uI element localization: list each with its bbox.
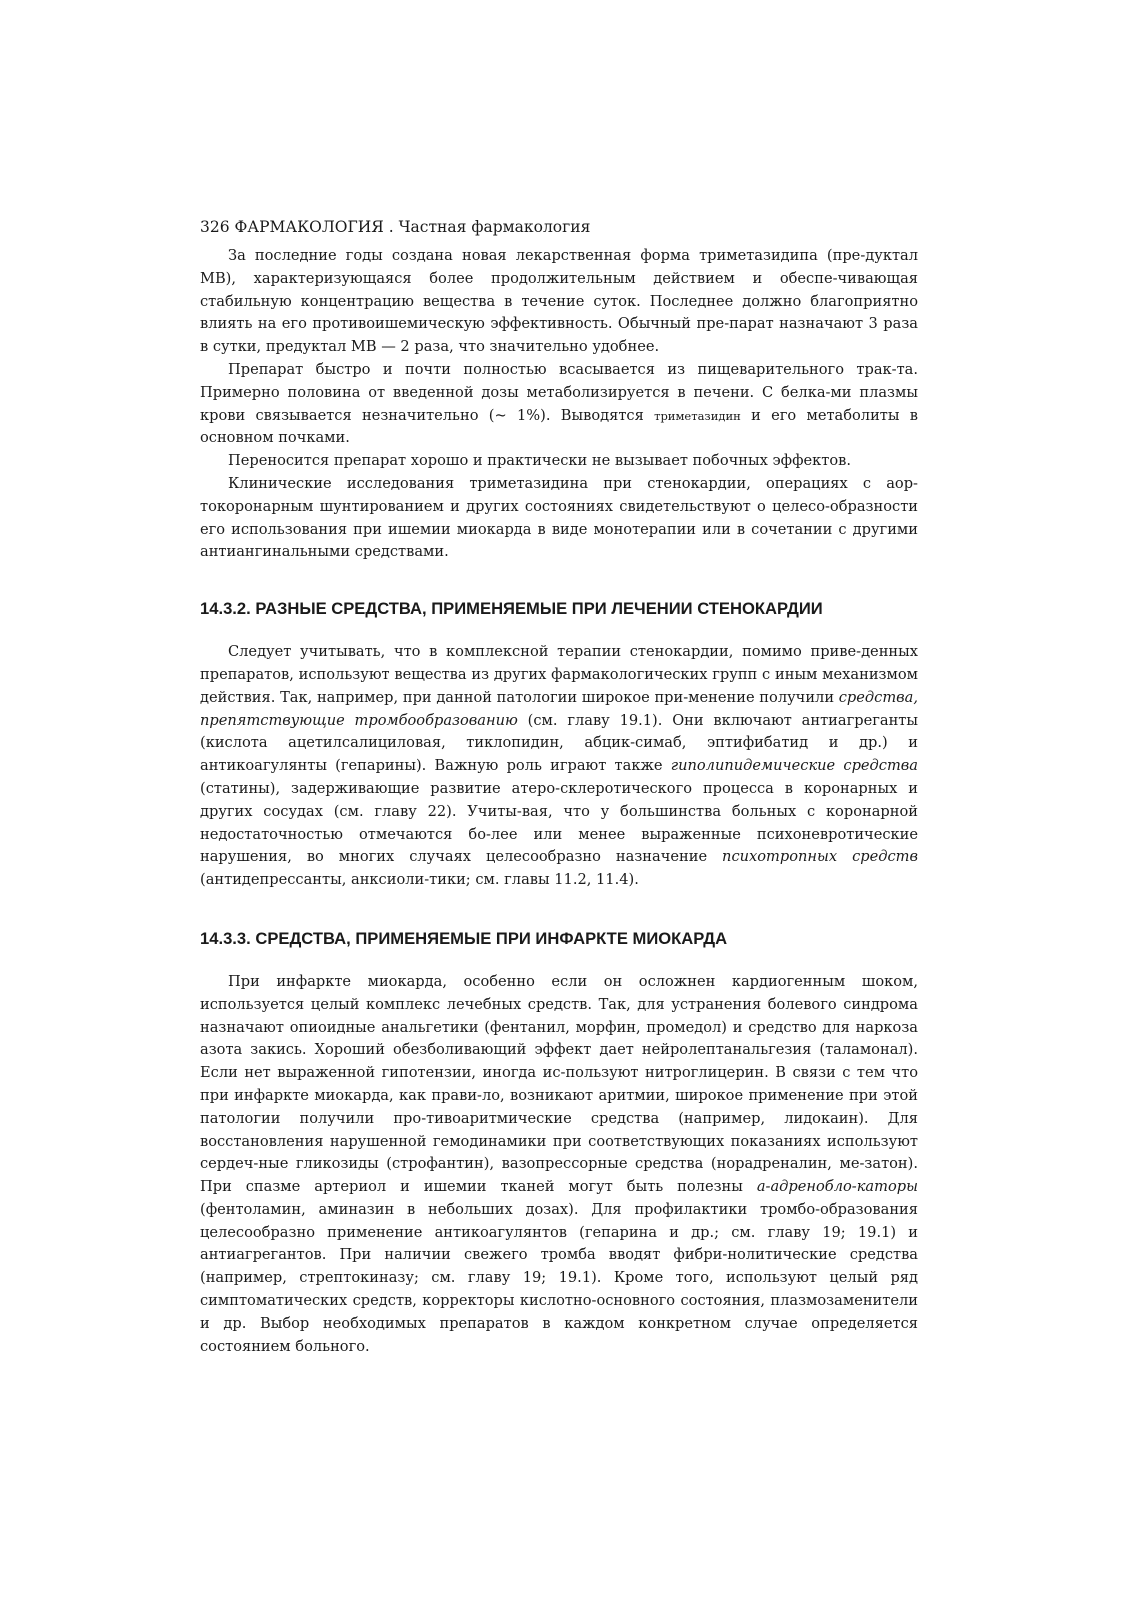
paragraph [200, 971, 918, 1359]
drug-name-small: триметазидин [654, 408, 741, 423]
running-head: 326 ФАРМАКОЛОГИЯ . Частная фармакология [200, 218, 591, 236]
section-heading: 14.3.3. СРЕДСТВА, ПРИМЕНЯЕМЫЕ ПРИ ИНФАРКТЕ МИОКАРДА [200, 928, 728, 948]
emphasis-term: а-адренобло-каторы [756, 1178, 918, 1196]
paragraph [200, 473, 918, 564]
intro-block [200, 245, 918, 564]
paragraph [200, 641, 918, 892]
section-block [200, 641, 918, 892]
emphasis-term: средства, препятствующие тромбообразованию [200, 688, 918, 729]
section-heading: 14.3.2. РАЗНЫЕ СРЕДСТВА, ПРИМЕНЯЕМЫЕ ПРИ ЛЕЧЕНИИ СТЕНОКАРДИИ [200, 599, 823, 619]
paragraph-text: Переносится препарат хорошо и практически не вызывает побочных эффектов. [228, 452, 851, 470]
paragraph [200, 245, 918, 359]
section-block [200, 971, 918, 1359]
paragraph-text: Следует учитывать, что в комплексной терапии стенокардии, помимо приве-денных препаратов, используют вещества из других фармакологических групп с иным механизмом действия. Так, например, при данной патологии широкое при-менение получили [200, 643, 918, 706]
paragraph-text: За последние годы создана новая лекарственная форма триметазидипа (пре-дуктал МВ), характеризующаяся более продолжительным действием и обеспе-чивающая стабильную концентрацию вещества в течение суток. Последнее должно благоприятно влиять на его противоишемическую эффективность. Обычный пре-парат назначают 3 раза в сутки, предуктал МВ — 2 раза, что значительно удобнее. [200, 247, 918, 356]
paragraph-text: (см. главу 19.1). Они включают антиагреганты (кислота ацетилсалициловая, тиклопидин, абцик-симаб, эптифибатид и др.) и антикоагулянты (гепарины). Важную роль играют также [200, 711, 918, 775]
emphasis-term: гиполипидемические средства [670, 757, 919, 775]
paragraph-text: (антидепрессанты, анксиоли-тики; см. главы 11.2, 11.4). [200, 871, 639, 889]
paragraph-text: При инфаркте миокарда, особенно если он осложнен кардиогенным шоком, используется целый комплекс лечебных средств. Так, для устранения болевого синдрома назначают опиоидные анальгетики (фентанил, морфин, промедол) и средство для наркоза азота закись. Хороший обезболивающий эффект дает нейролептанальгезия (таламонал). Если нет выраженной гипотензии, иногда ис-пользуют нитроглицерин. В связи с тем что при инфаркте миокарда, как прави-ло, возникают аритмии, широкое применение при этой патологии получили про-тивоаритмические средства (например, лидокаин). Для восстановления нарушенной гемодинамики при соответствующих показаниях используют сердеч-ные гликозиды (строфантин), вазопрессорные средства (норадреналин, ме-затон). При спазме артериол и ишемии тканей могут быть полезны [200, 972, 918, 1196]
document-page [200, 217, 918, 1358]
paragraph-text: Препарат быстро и почти полностью всасывается из пищеварительного трак-та. Примерно половина от введенной дозы метаболизируется в печени. С белка-ми плазмы крови связывается незначительно (~ 1%). Выводятся [200, 360, 918, 424]
paragraph [200, 450, 918, 473]
paragraph [200, 359, 918, 450]
paragraph-text: и его метаболиты в основном почками. [200, 406, 918, 447]
emphasis-term: психотропных средств [722, 848, 918, 866]
paragraph-text: (статины), задерживающие развитие атеро-склеротического процесса в коронарных и других сосудах (см. главу 22). Учиты-вая, что у большинства больных с коронарной недостаточностью отмечаются бо-лее или менее выраженные психоневротические нарушения, во многих случаях целесообразно назначение [200, 779, 918, 866]
paragraph-text: (фентоламин, аминазин в небольших дозах). Для профилактики тромбо-образования целесообразно применение антикоагулянтов (гепарина и др.; см. главу 19; 19.1) и антиагрегантов. При наличии свежего тромба вводят фибри-нолитические средства (например, стрептокиназу; см. главу 19; 19.1). Кроме того, используют целый ряд симптоматических средств, корректоры кислотно-основного состояния, плазмозаменители и др. Выбор необходимых препаратов в каждом конкретном случае определяется состоянием больного. [200, 1200, 918, 1355]
paragraph-text: Клинические исследования триметазидина при стенокардии, операциях с аор-токоронарным шунтированием и других состояниях свидетельствуют о целесо-образности его использования при ишемии миокарда в виде монотерапии или в сочетании с другими антиангинальными средствами. [200, 474, 918, 561]
